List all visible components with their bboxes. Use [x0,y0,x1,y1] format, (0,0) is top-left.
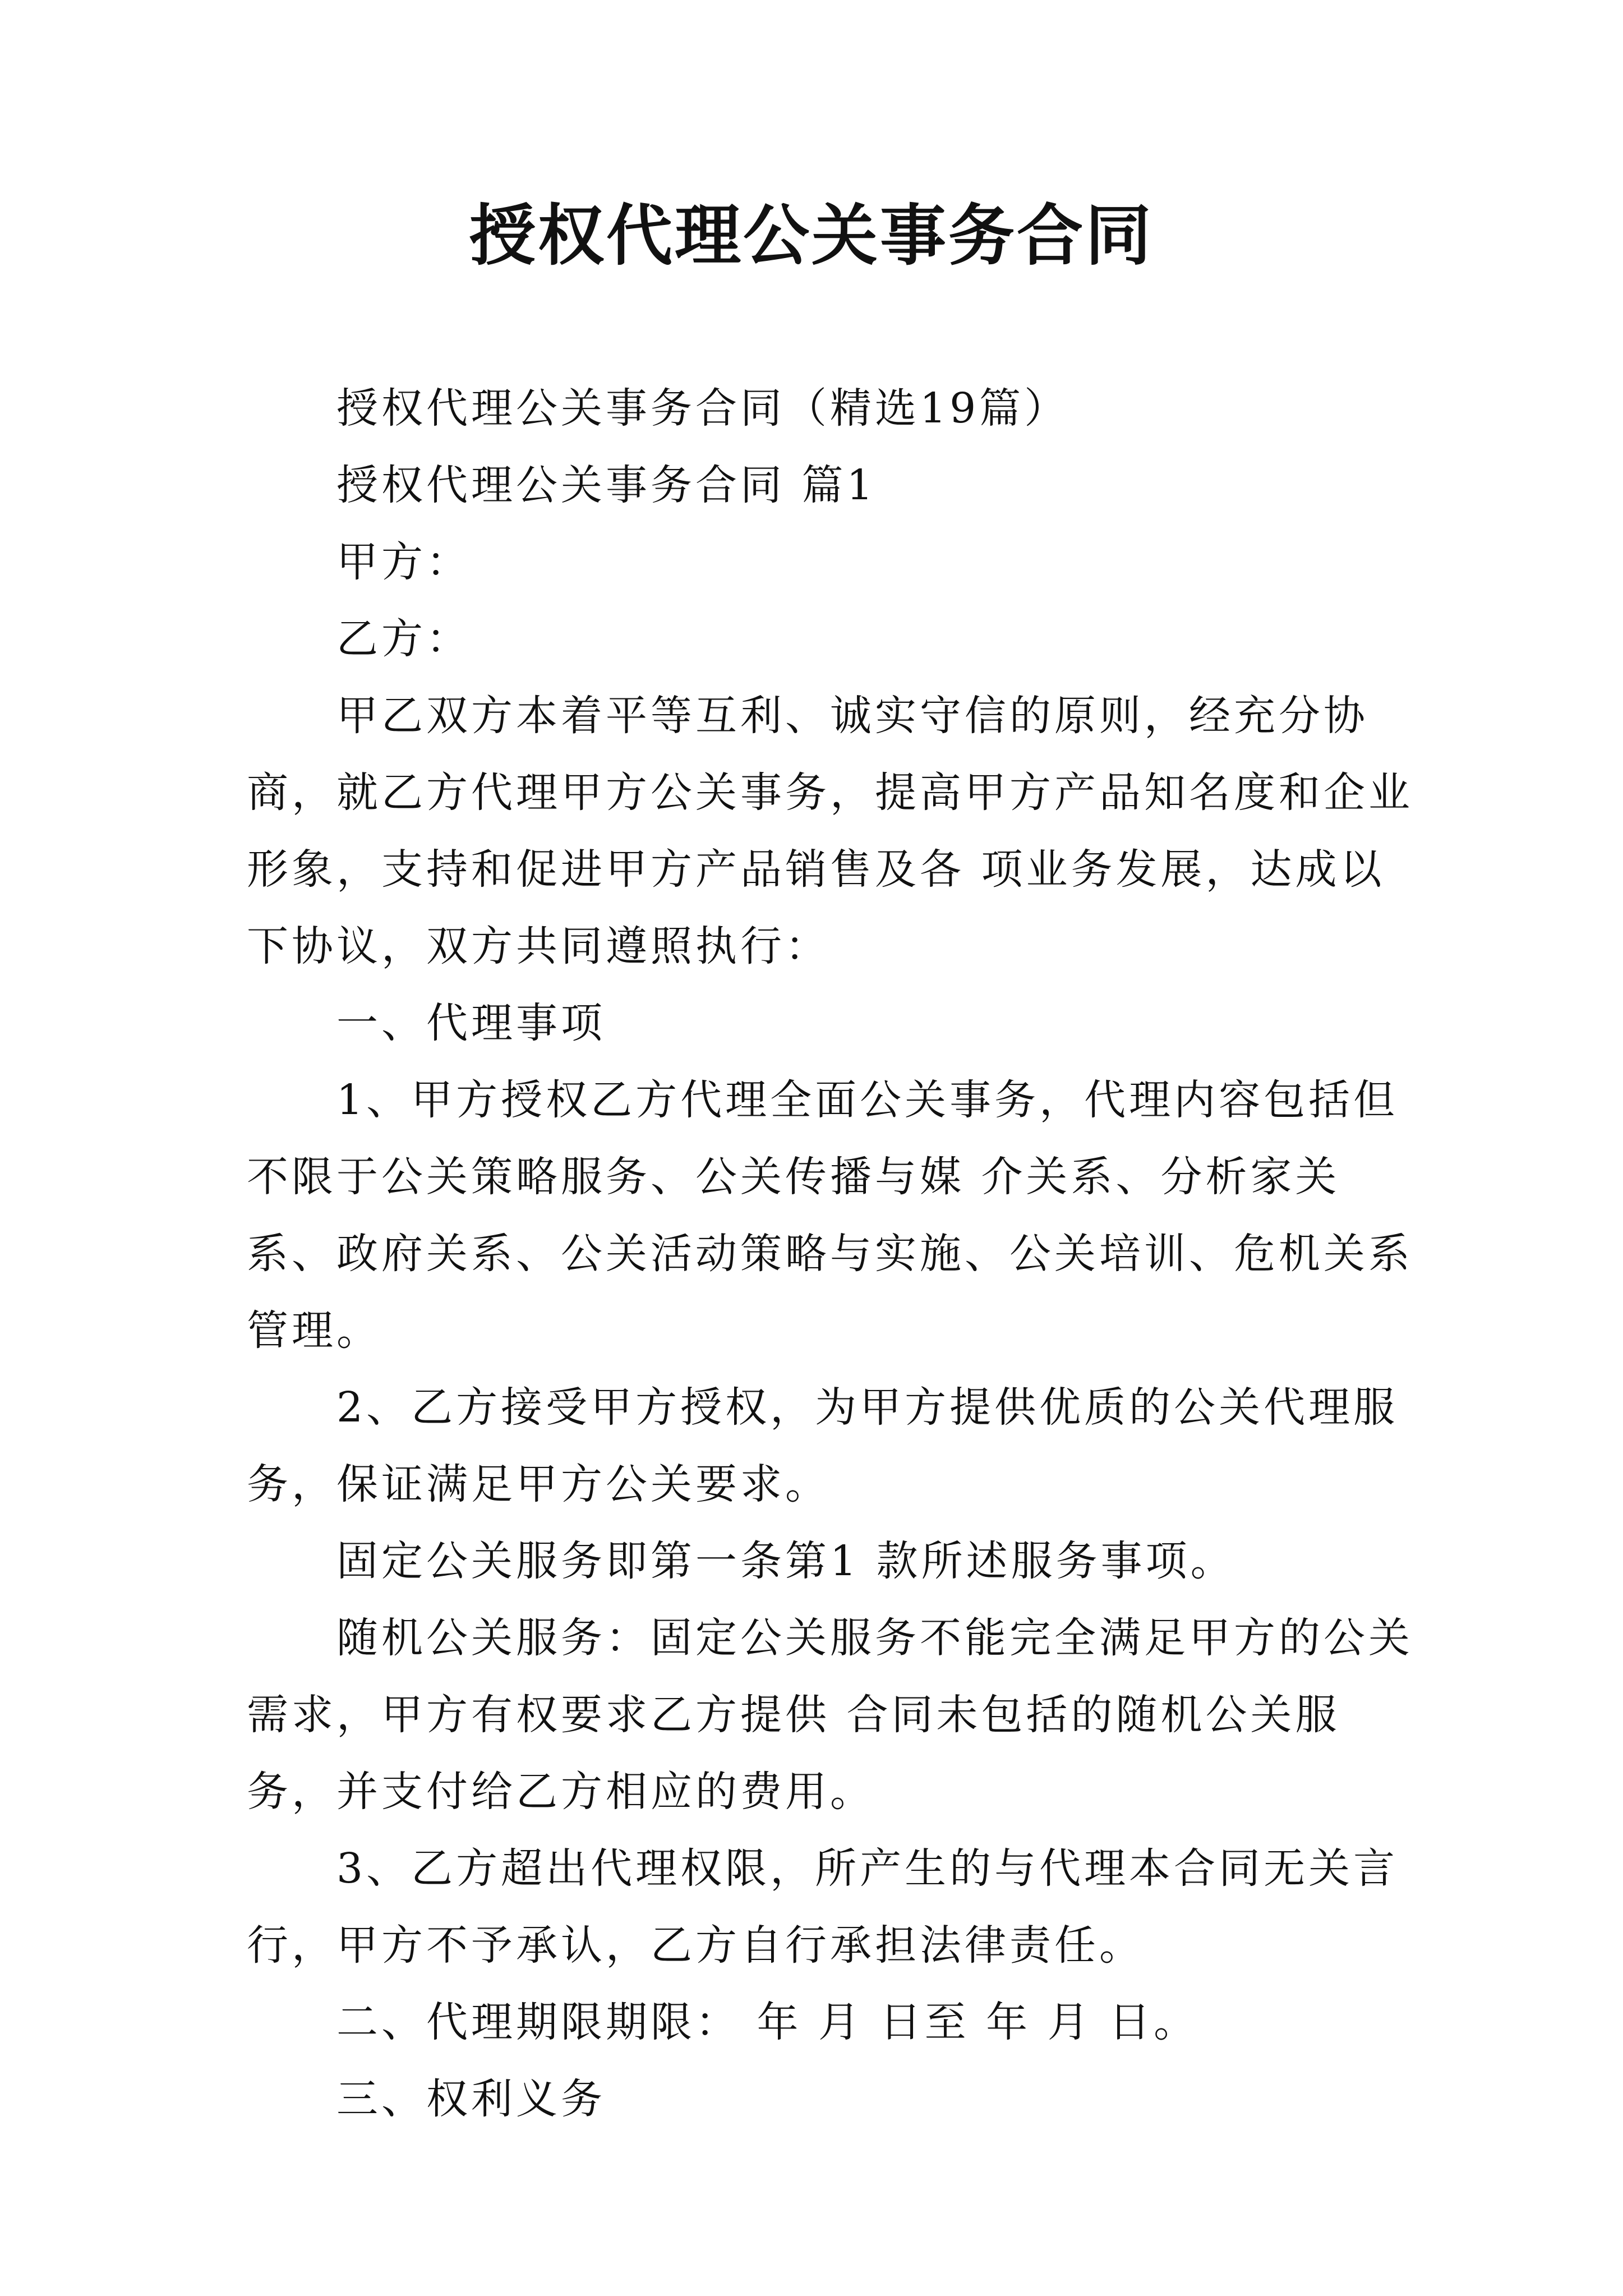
paragraph-random-service: 随机公关服务：固定公关服务不能完全满足甲方的公关需求，甲方有权要求乙方提供 合同未包括的随机公关服务，并支付给乙方相应的费用。 [247,1614,1413,1816]
paragraph-heading-term: 二、代理期限期限： 年 月 日至 年 月 日。 [336,1998,1199,2046]
paragraph-heading-agency-items: 一、代理事项 [336,999,606,1047]
paragraph-preamble: 甲乙双方本着平等互利、诚实守信的原则，经充分协商，就乙方代理甲方公关事务，提高甲方产品知名度和企业形象，支持和促进甲方产品销售及各 项业务发展，达成以下协议，双方共同遵照执行： [247,692,1413,970]
paragraph-party-b: 乙方： [336,615,471,663]
paragraph-section-heading: 授权代理公关事务合同 篇1 [336,461,877,509]
document-body [247,370,1413,2138]
paragraph-heading-rights: 三、权利义务 [336,2075,606,2123]
paragraph-subtitle: 授权代理公关事务合同（精选19篇） [336,384,1069,432]
document-title: 授权代理公关事务合同 [469,197,1154,274]
paragraph-party-a: 甲方： [336,538,471,586]
paragraph-clause-2: 2、乙方接受甲方授权，为甲方提供优质的公关代理服务，保证满足甲方公关要求。 [247,1383,1399,1508]
paragraph-clause-1: 1、甲方授权乙方代理全面公关事务，代理内容包括但不限于公关策略服务、公关传播与媒 介关系、分析家关系、政府关系、公关活动策略与实施、公关培训、危机关系管理。 [247,1076,1413,1355]
paragraph-clause-3: 3、乙方超出代理权限，所产生的与代理本合同无关言行，甲方不予承认，乙方自行承担法律责任。 [247,1844,1399,1970]
paragraph-fixed-service: 固定公关服务即第一条第1 款所述服务事项。 [336,1537,1235,1585]
